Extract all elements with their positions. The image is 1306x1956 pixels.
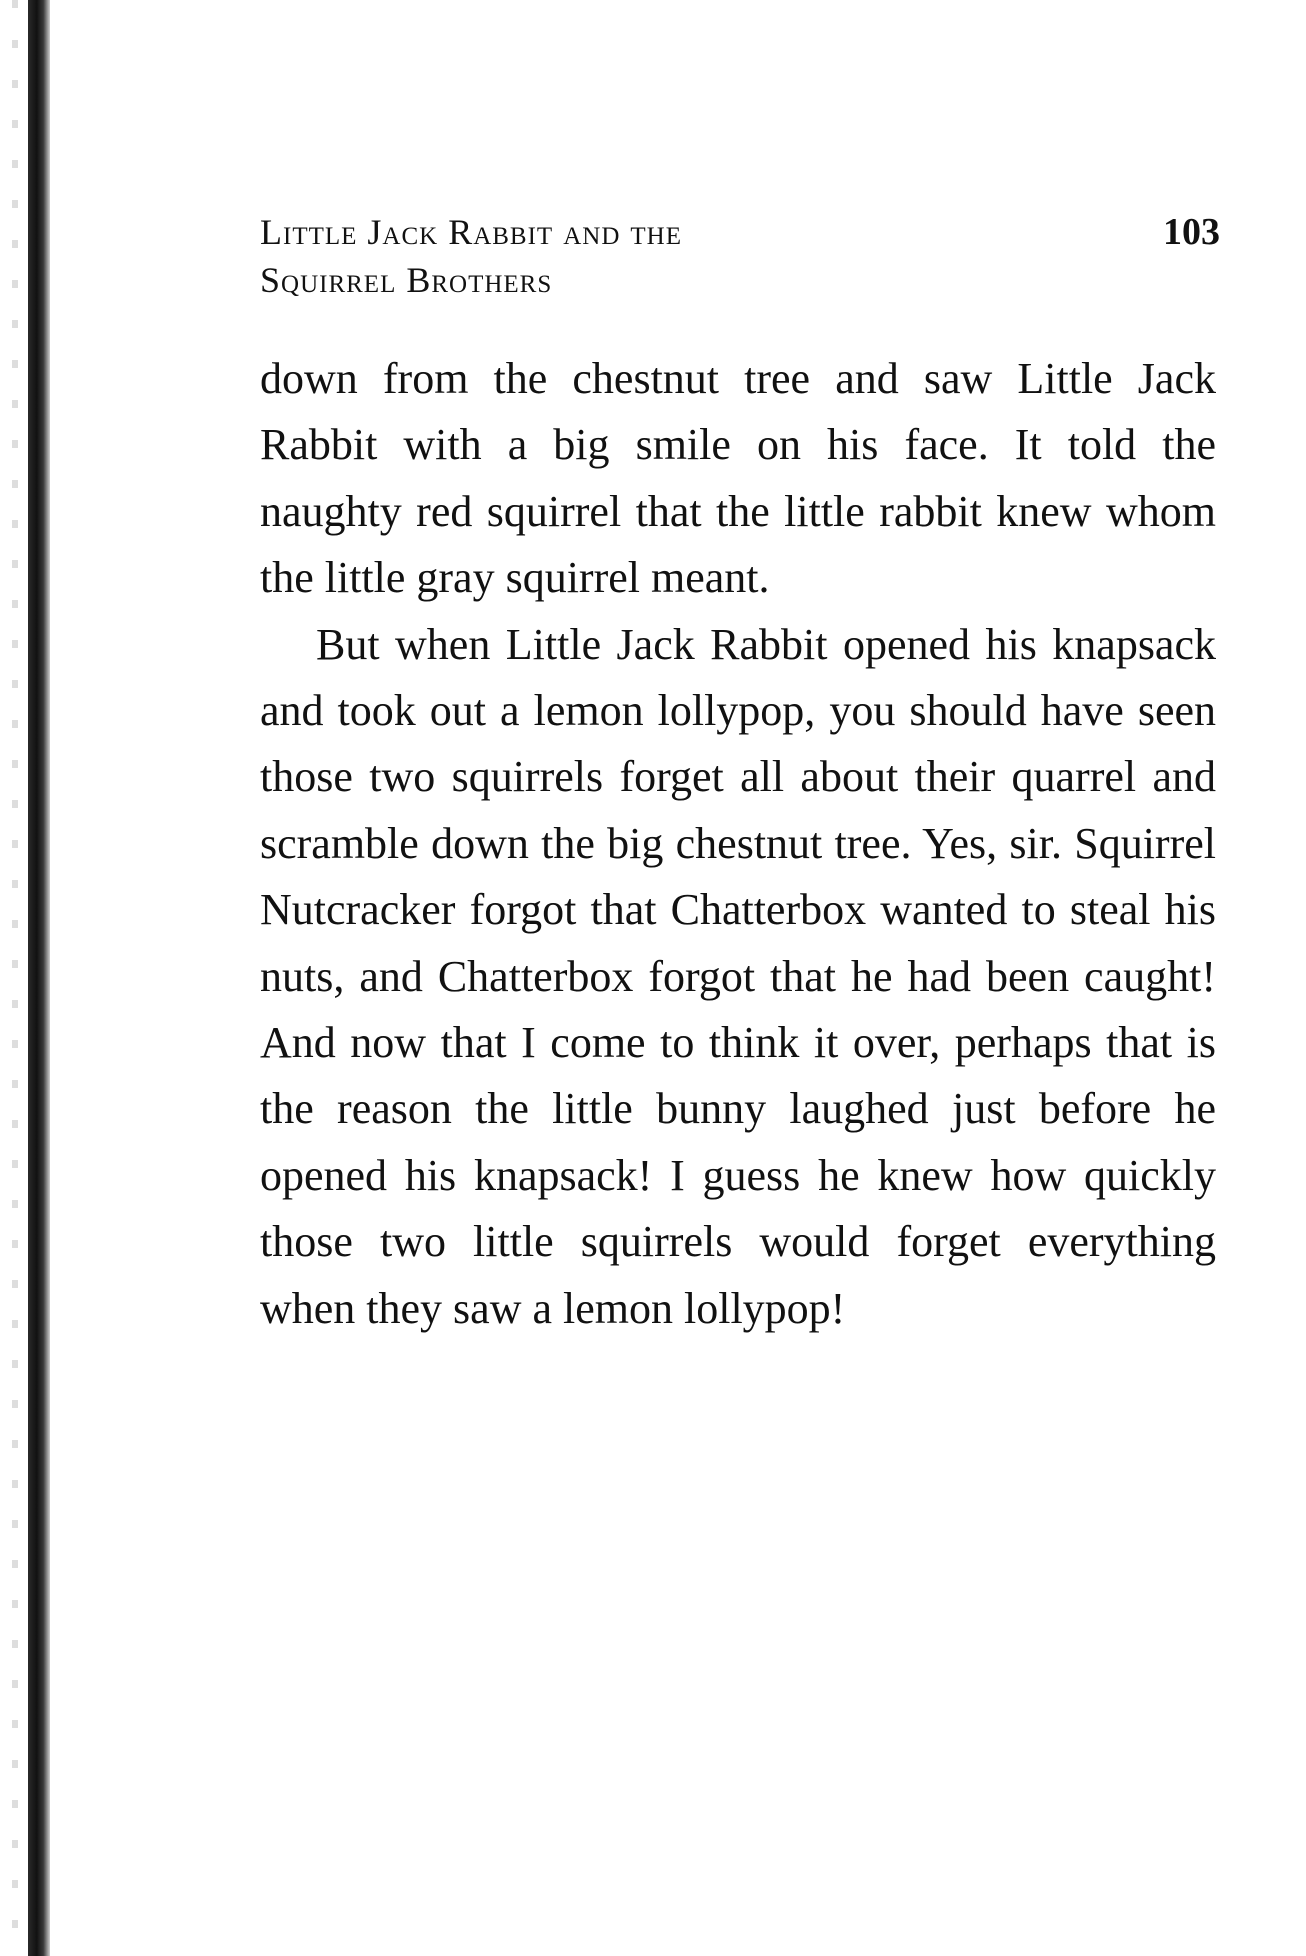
running-title bbox=[260, 208, 682, 304]
running-title-line: Little Jack Rabbit and the bbox=[260, 212, 682, 252]
running-title-line: Squirrel Brothers bbox=[260, 260, 553, 300]
paragraph: But when Little Jack Rabbit opened his knapsack and took out a lemon lollypop, you should have seen those two squirrels forget all about their quarrel and scramble down the big chestnut tree. Yes, sir. Squirrel Nutcracker forgot that Chatterbox wanted to steal his nuts, and Chatterbox forgot that he had been caught! And now that I come to think it over, perhaps that is the reason the little bunny laughed just before he opened his knapsack! I guess he knew how quickly those two little squirrels would forget everything when they saw a lemon lollypop! bbox=[260, 619, 1216, 1333]
book-binding-shadow bbox=[28, 0, 50, 1956]
page-edge-shadow bbox=[12, 0, 18, 1956]
page-number: 103 bbox=[1163, 211, 1220, 253]
page-header bbox=[260, 208, 1220, 308]
paragraph: down from the chestnut tree and saw Little Jack Rabbit with a big smile on his face. It told the naughty red squirrel that the little rabbit knew whom the little gray squirrel meant. bbox=[260, 354, 1216, 603]
body-text bbox=[260, 346, 1216, 1342]
